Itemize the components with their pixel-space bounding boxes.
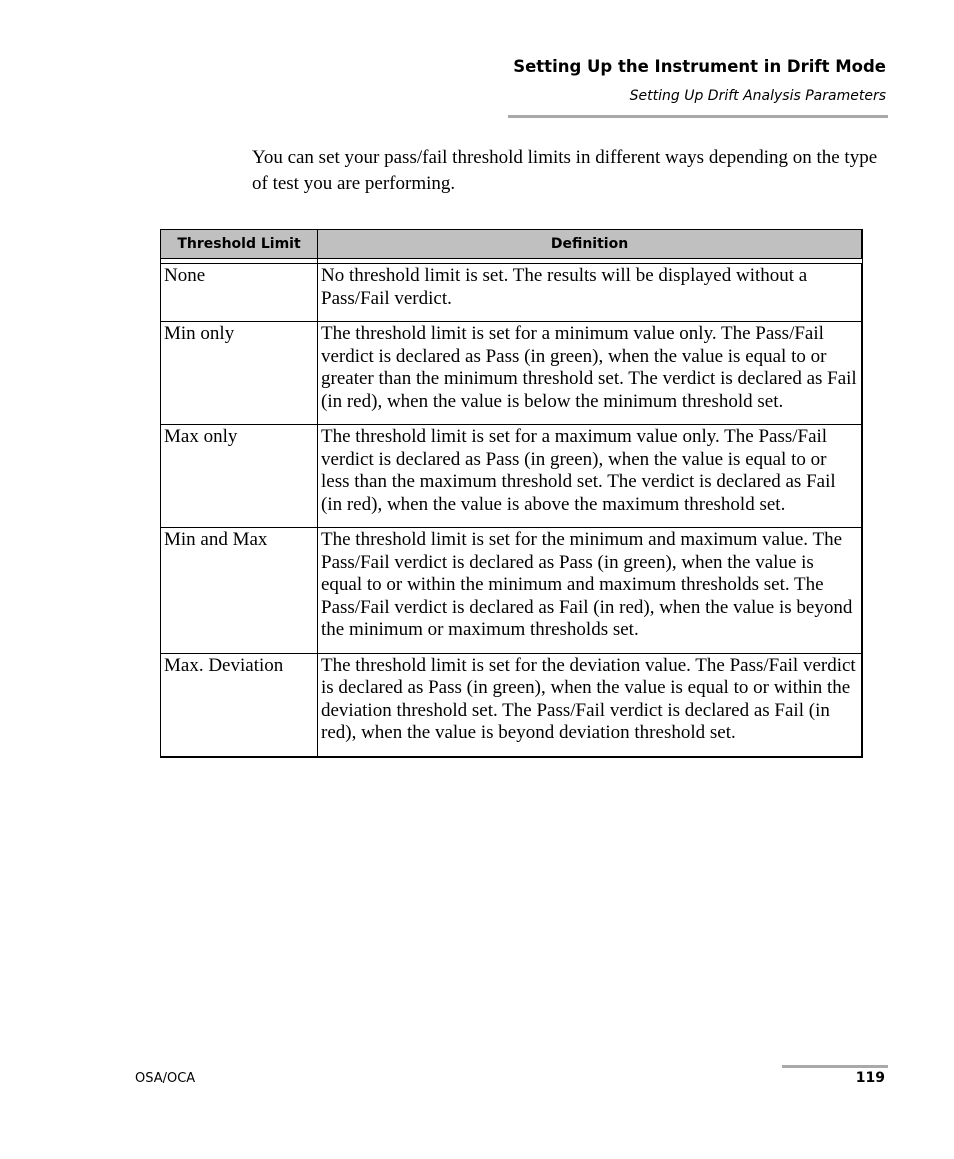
threshold-limit-cell: Min and Max bbox=[161, 528, 318, 654]
intro-paragraph: You can set your pass/fail threshold limits in different ways depending on the type of test you are performing. bbox=[252, 147, 878, 194]
table-header-row bbox=[161, 230, 863, 259]
threshold-limit-cell: None bbox=[161, 264, 318, 322]
threshold-limits-table bbox=[160, 229, 863, 758]
table-row bbox=[161, 528, 863, 654]
threshold-limit-cell: Min only bbox=[161, 322, 318, 425]
threshold-limit-cell: Max. Deviation bbox=[161, 653, 318, 757]
chapter-title: Setting Up the Instrument in Drift Mode bbox=[513, 57, 886, 76]
threshold-limit-cell: Max only bbox=[161, 425, 318, 528]
footer-product-name: OSA/OCA bbox=[135, 1071, 196, 1086]
definition-cell: No threshold limit is set. The results will be displayed without a Pass/Fail verdict. bbox=[318, 264, 863, 322]
definition-cell: The threshold limit is set for the minimum and maximum value. The Pass/Fail verdict is declared as Pass (in green), when the value is equal to or within the minimum and maximum thresholds set. The Pass/Fail verdict is declared as Fail (in red), when the value is beyond the minimum or maximum thresholds set. bbox=[318, 528, 863, 654]
definition-cell: The threshold limit is set for a maximum value only. The Pass/Fail verdict is declared as Pass (in green), when the value is equal to or less than the maximum threshold set. The verdict is declared as Fail (in red), when the value is above the maximum threshold set. bbox=[318, 425, 863, 528]
header-threshold-limit: Threshold Limit bbox=[161, 230, 318, 259]
table-row bbox=[161, 322, 863, 425]
header-divider bbox=[508, 115, 888, 118]
footer-divider bbox=[782, 1065, 888, 1068]
definition-cell: The threshold limit is set for a minimum value only. The Pass/Fail verdict is declared as Pass (in green), when the value is equal to or greater than the minimum threshold set. The verdict is declared as Fail (in red), when the value is below the minimum threshold set. bbox=[318, 322, 863, 425]
section-subtitle: Setting Up Drift Analysis Parameters bbox=[629, 88, 886, 104]
page-number: 119 bbox=[855, 1070, 885, 1086]
definition-cell: The threshold limit is set for the deviation value. The Pass/Fail verdict is declared as Pass (in green), when the value is equal to or within the deviation threshold set. The Pass/Fail verdict is declared as Fail (in red), when the value is beyond deviation threshold set. bbox=[318, 653, 863, 757]
table-row bbox=[161, 264, 863, 322]
table-row bbox=[161, 425, 863, 528]
header-definition: Definition bbox=[318, 230, 863, 259]
table-row bbox=[161, 653, 863, 757]
